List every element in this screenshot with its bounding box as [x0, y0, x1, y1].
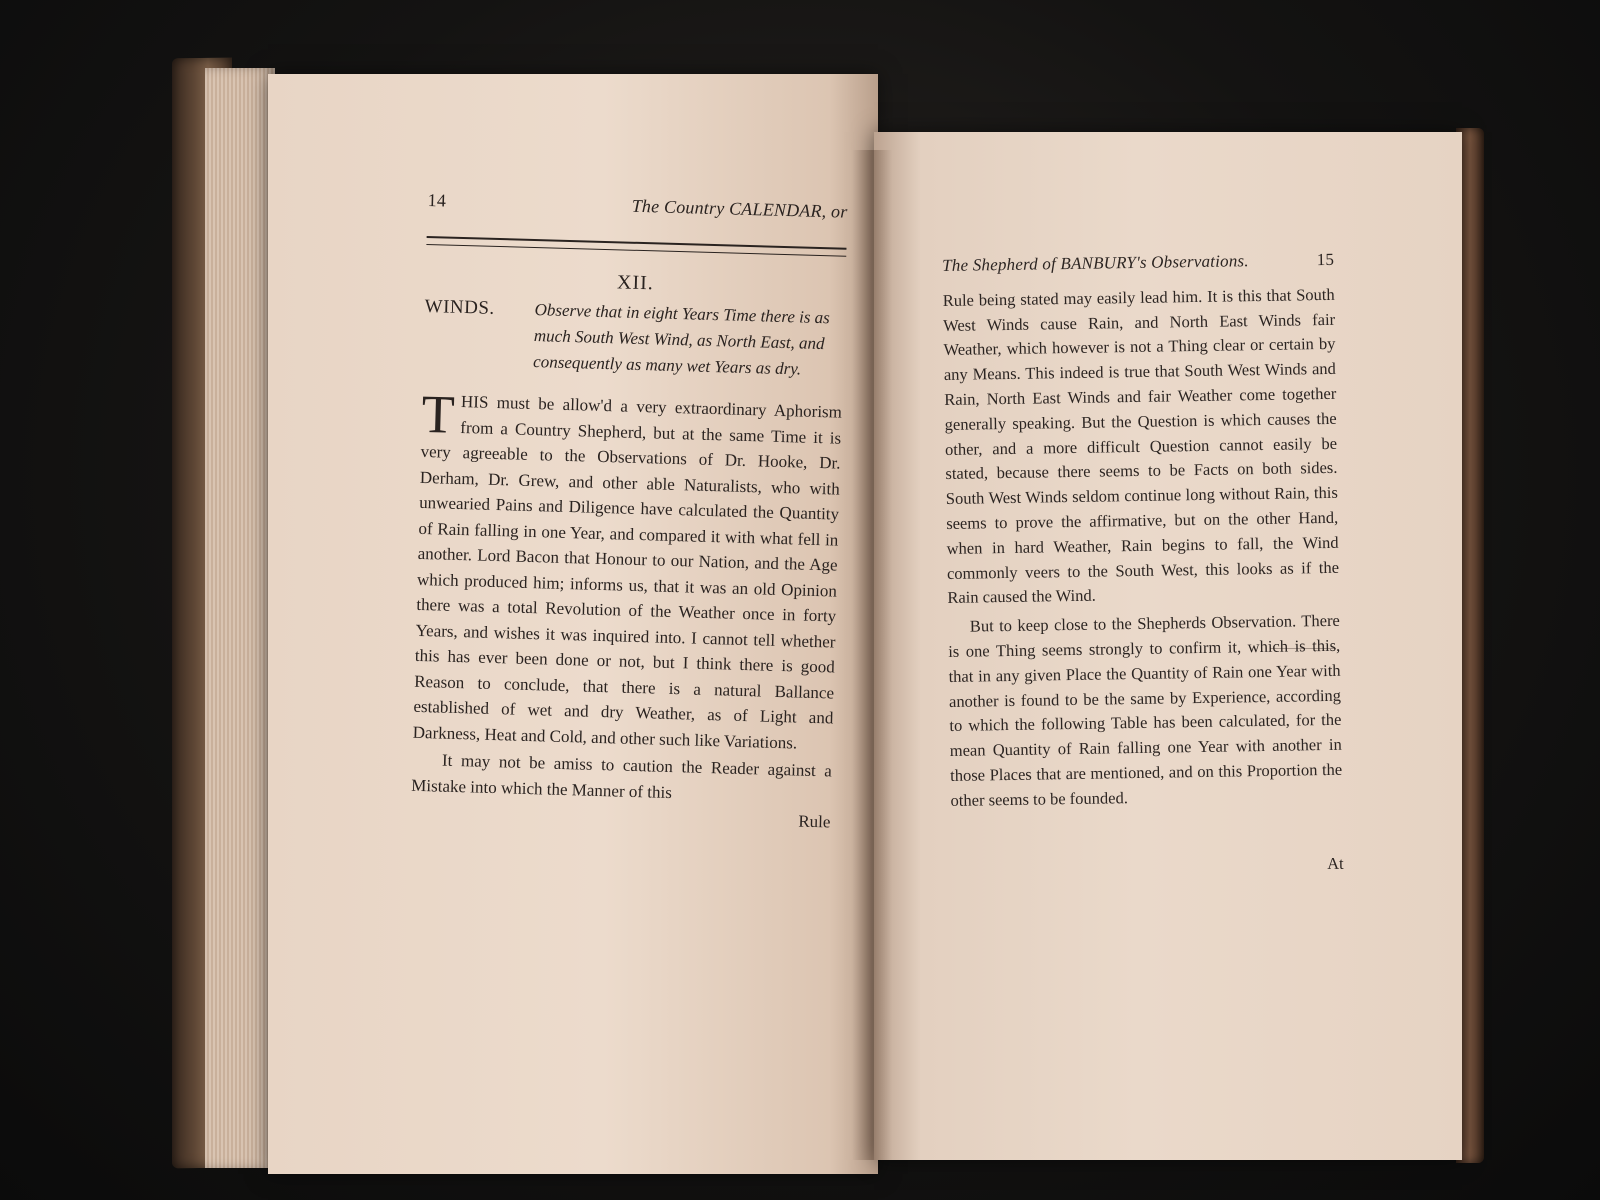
- right-paragraph-1: Rule being stated may easily lead him. It is this that South West Winds cause Rain, and North East Winds fair Weather, which however is not a Thing clear or certain by any Means. This indeed is true that South West Winds and Rain, North East Winds and fair Weather come together generally speaking. But the Question is which causes the other, and a more difficult Question cannot easily be stated, because there seems to be Facts on both sides. South West Winds seldom continue long without Rain, this seems to prove the affirmative, but on the other Hand, when in hard Weather, Rain begins to fall, the Wind commonly veers to the South West, this looks as if the Rain caused the Wind.: [942, 284, 1340, 608]
- page-block-left: [205, 68, 275, 1168]
- left-paragraph-2: It may not be amiss to caution the Reader against a Mistake into which the Manner of this: [411, 750, 833, 802]
- left-catchword: Rule: [798, 811, 831, 832]
- right-page-number: 15: [1316, 249, 1335, 270]
- header-double-rule: [426, 235, 846, 256]
- left-paragraph-1: HIS must be allow'd a very extraordinary Aphorism from a Country Shepherd, but at the same Time it is very agreeable to the Observations of Dr. Hooke, Dr. Derham, Dr. Grew, and other able Naturalists, who with unwearied Pains and Diligence have calculated the Quantity of Rain falling in one Year, and compared it with what fell in another. Lord Bacon that Honour to our Nation, and the Age which produced him; informs us, that it was an old Opinion there was a total Revolution of the Weather once in forty Years, and wishes it was inquired into. I cannot tell whether this has ever been done or not, but I think there is good Reason to conclude, that there is a natural Ballance established of wet and dry Weather, as of Light and Darkness, Heat and Cold, and other such like Variations.: [412, 392, 843, 753]
- section-number: XII.: [616, 270, 655, 294]
- left-page-number: 14: [427, 189, 447, 211]
- right-catchword: At: [1326, 853, 1344, 873]
- right-paragraph-2: But to keep close to the Shepherds Observation. There is one Thing seems strongly to confirm it, which is this, that in any given Place the Quantity of Rain one Year with another is found to be the same by Experience, according to which the following Table has been calculated, for the mean Quantity of Rain falling one Year with another in those Places that are mentioned, and on this Proportion the other seems to be founded.: [948, 610, 1343, 810]
- right-running-head: [942, 248, 1334, 279]
- drop-cap: T: [420, 383, 456, 445]
- section-label: WINDS.: [424, 295, 495, 319]
- right-running-title: The Shepherd of BANBURY's Observations.: [942, 251, 1249, 275]
- left-paragraph-1-block: [412, 383, 843, 757]
- section-heading: [423, 294, 845, 384]
- left-running-title: The Country CALENDAR, or: [631, 195, 848, 222]
- ink-mark-line: [1270, 648, 1336, 649]
- right-page-text: [942, 248, 1344, 882]
- left-page-text: [410, 188, 848, 835]
- book-gutter: [852, 150, 892, 1160]
- section-motto: Observe that in eight Years Time there is as much South West Wind, as North East, and consequently as many wet Years as dry.: [532, 300, 831, 379]
